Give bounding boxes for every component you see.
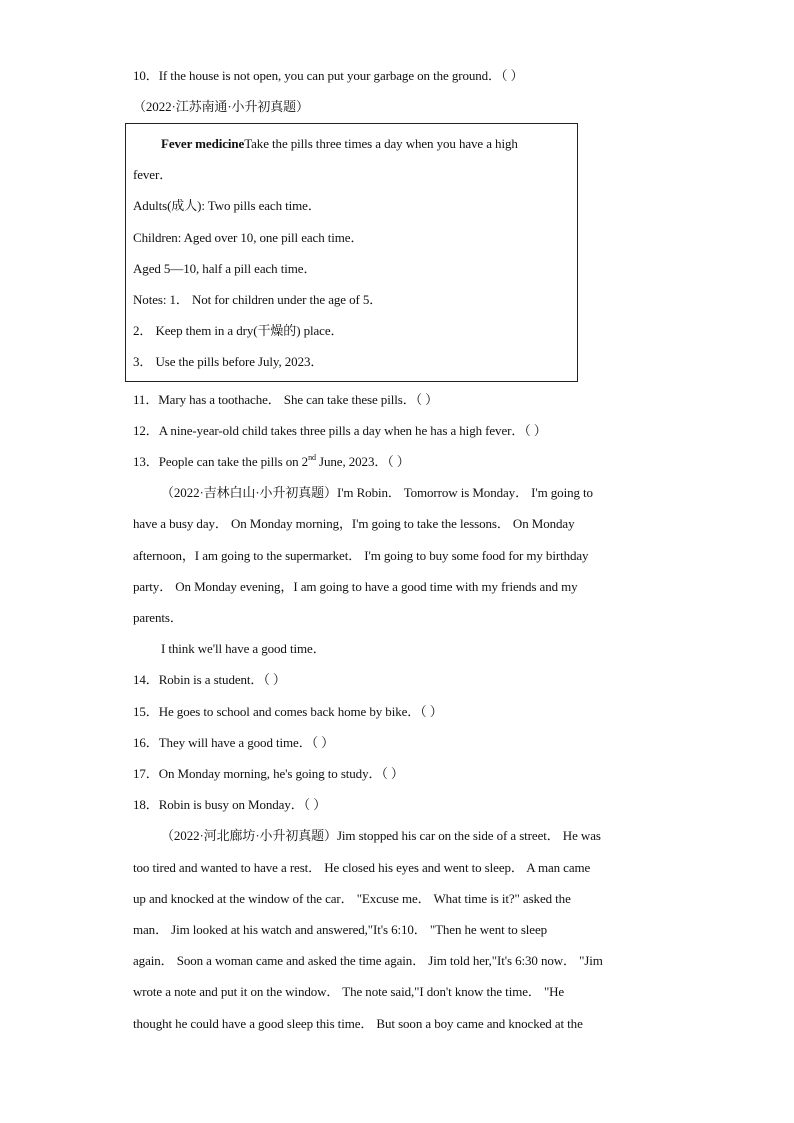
notice-title: Fever medicine [161, 136, 245, 151]
passage-2-line-6: I think we'll have a good time． [161, 641, 326, 656]
passage-2-line-2: have a busy day． On Monday morning，I'm going to take the lessons． On Monday [133, 516, 575, 531]
notice-box [125, 123, 578, 382]
passage-3-line-5: again． Soon a woman came and asked the time again． Jim told her,"It's 6:30 now． "Jim [133, 953, 603, 968]
question-15: 15．He goes to school and comes back home by bike．（ ） [133, 704, 443, 719]
passage-3-line-4: man． Jim looked at his watch and answered,"It's 6:10． "Then he went to sleep [133, 922, 548, 937]
passage-2-line-3: afternoon，I am going to the supermarket． I'm going to buy some food for my birthday [133, 548, 589, 563]
notice-line-8: 3． Use the pills before July, 2023． [133, 354, 324, 369]
question-18: 18．Robin is busy on Monday．（ ） [133, 797, 327, 812]
passage-3-line-2: too tired and wanted to have a rest． He closed his eyes and went to sleep． A man came [133, 860, 591, 875]
question-13-text-a: 13．People can take the pills on 2 [133, 454, 309, 469]
passage-2-line-4: party． On Monday evening，I am going to have a good time with my friends and my [133, 579, 578, 594]
notice-line-5: Aged 5—10, half a pill each time． [133, 261, 317, 276]
source-note-1: （2022·江苏南通·小升初真题） [133, 99, 309, 114]
question-13-text-b: June, 2023．（ ） [315, 454, 410, 469]
passage-3-line-3: up and knocked at the window of the car． "Excuse me． What time is it?" asked the [133, 891, 571, 906]
passage-3-line-1: （2022·河北廊坊·小升初真题）Jim stopped his car on the side of a street． He was [161, 828, 601, 843]
question-12: 12．A nine-year-old child takes three pills a day when he has a high fever．（ ） [133, 423, 547, 438]
passage-3-line-6: wrote a note and put it on the window． The note said,"I don't know the time． "He [133, 984, 565, 999]
question-16: 16．They will have a good time．（ ） [133, 735, 335, 750]
question-13 [133, 454, 410, 470]
question-13-ordinal: nd [308, 452, 316, 462]
notice-line-6: Notes: 1． Not for children under the age of 5． [133, 292, 383, 307]
notice-line-4: Children: Aged over 10, one pill each time． [133, 230, 364, 245]
passage-3-line-7: thought he could have a good sleep this time． But soon a boy came and knocked at the [133, 1016, 583, 1031]
notice-line-1-text: Take the pills three times a day when you have a high [244, 136, 518, 151]
notice-line-3: Adults(成人): Two pills each time． [133, 198, 321, 213]
passage-2-line-5: parents． [133, 610, 183, 625]
notice-line-1 [161, 136, 518, 152]
question-14: 14．Robin is a student．（ ） [133, 672, 286, 687]
question-10: 10．If the house is not open, you can put your garbage on the ground．（ ） [133, 68, 524, 83]
question-17: 17．On Monday morning, he's going to study．（ ） [133, 766, 404, 781]
notice-line-7: 2． Keep them in a dry(干燥的) place． [133, 323, 344, 338]
notice-line-2: fever． [133, 167, 173, 182]
passage-2-line-1: （2022·吉林白山·小升初真题）I'm Robin． Tomorrow is Monday． I'm going to [161, 485, 593, 500]
question-11: 11．Mary has a toothache． She can take these pills．（ ） [133, 392, 439, 407]
